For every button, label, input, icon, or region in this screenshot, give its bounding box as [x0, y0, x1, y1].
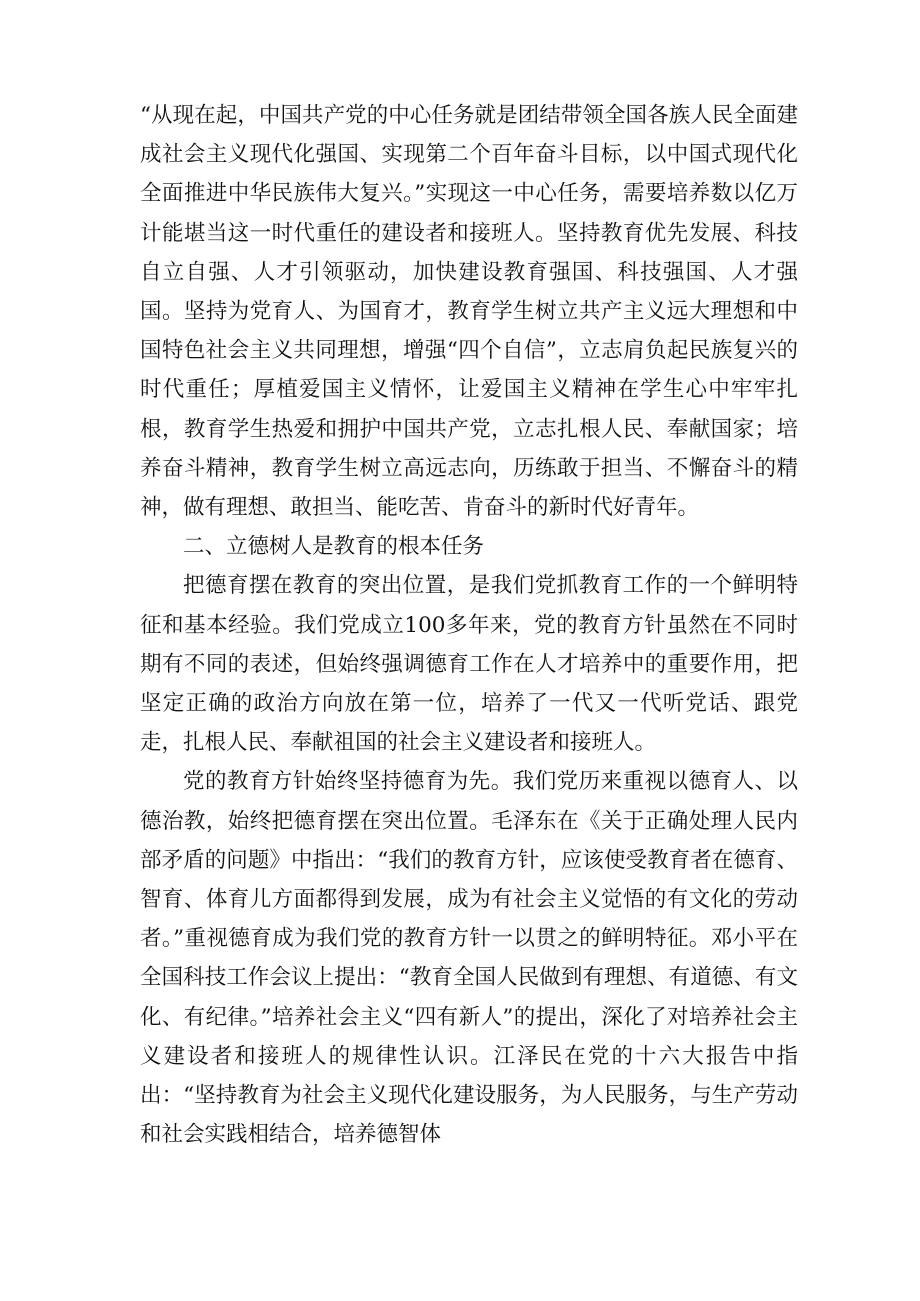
paragraph-education-policy: 党的教育方针始终坚持德育为先。我们党历来重视以德育人、以德治教，始终把德育摆在突出位置。毛泽东在《关于正确处理人民内部矛盾的问题》中指出：“我们的教育方针，应该使受教育者在德育、智育、体育儿方面都得到发展，成为有社会主义觉悟的有文化的劳动者。”重视德育成为我们党的教育方针一以贯之的鲜明特征。邓小平在全国科技工作会议上提出：“教育全国人民做到有理想、有道德、有文化、有纪律。”培养社会主义“四有新人”的提出，深化了对培养社会主义建设者和接班人的规律性认识。江泽民在党的十六大报告中指出：“坚持教育为社会主义现代化建设服务，为人民服务，与生产劳动和社会实践相结合，培养德智体	[140, 769, 798, 1148]
section-heading-two: 二、立德树人是教育的根本任务	[183, 534, 485, 560]
document-body	[140, 96, 798, 1154]
paragraph-moral-education: 把德育摆在教育的突出位置，是我们党抓教育工作的一个鲜明特征和基本经验。我们党成立100多年来，党的教育方针虽然在不同时期有不同的表述，但始终强调德育工作在人才培养中的重要作用，把坚定正确的政治方向放在第一位，培养了一代又一代听党话、跟党走，扎根人民、奉献祖国的社会主义建设者和接班人。	[140, 573, 798, 756]
paragraph-central-task: “从现在起，中国共产党的中心任务就是团结带领全国各族人民全面建成社会主义现代化强国、实现第二个百年奋斗目标，以中国式现代化全面推进中华民族伟大复兴。”实现这一中心任务，需要培养数以亿万计能堪当这一时代重任的建设者和接班人。坚持教育优先发展、科技自立自强、人才引领驱动，加快建设教育强国、科技强国、人才强国。坚持为党育人、为国育才，教育学生树立共产主义远大理想和中国特色社会主义共同理想，增强“四个自信”，立志肩负起民族复兴的时代重任；厚植爱国主义情怀，让爱国主义精神在学生心中牢牢扎根，教育学生热爱和拥护中国共产党，立志扎根人民、奉献国家；培养奋斗精神，教育学生树立高远志向，历练敢于担当、不懈奋斗的精神，做有理想、敢担当、能吃苦、肯奋斗的新时代好青年。	[140, 103, 798, 521]
